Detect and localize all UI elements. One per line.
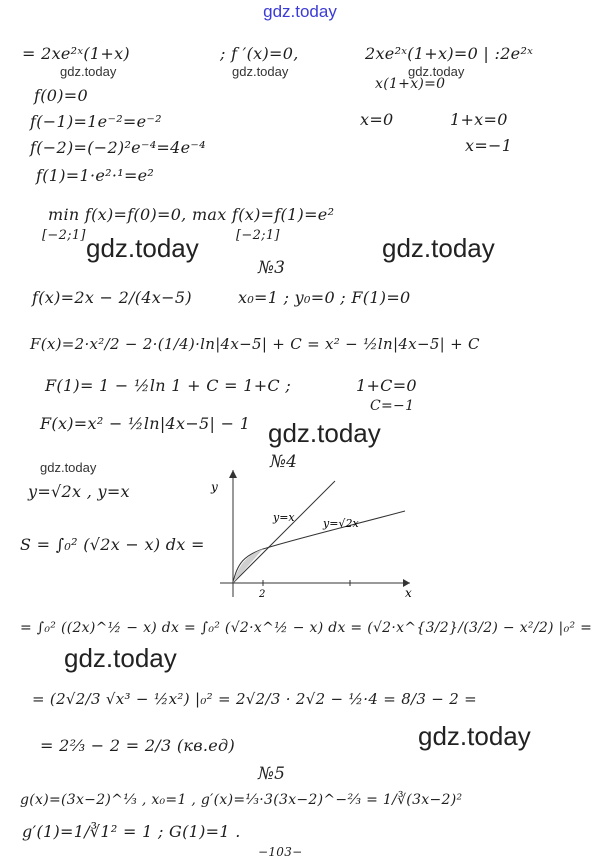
area-result: = 2⅔ − 2 = 2/3 (кв.ед) [40, 736, 235, 755]
line-label: y=x [273, 511, 295, 524]
factored-equation: x(1+x)=0 [375, 76, 446, 92]
x-axis-label: x [405, 586, 412, 600]
equation-divide: 2xe²ˣ(1+x)=0 | :2e²ˣ [365, 44, 534, 63]
curve-sqrt-2x [233, 511, 405, 583]
constant-value: C=−1 [370, 398, 415, 414]
y-axis-arrow [229, 470, 237, 478]
task-4-number: №4 [270, 452, 297, 472]
line-y-equals-x [233, 481, 335, 583]
antiderivative-at-one: F(1)= 1 − ½ln 1 + C = 1+C ; [45, 376, 292, 395]
watermark-large: gdz.today [418, 721, 531, 751]
watermark-small: gdz.today [60, 64, 117, 79]
watermark-small: gdz.today [40, 460, 97, 475]
f-zero: f(0)=0 [34, 86, 88, 105]
integral-expanded: = ∫₀² ((2x)^½ − x) dx = ∫₀² (√2·x^½ − x) dx = (√2·x^{3/2}/(3/2) − x²/2) |₀² = [20, 620, 593, 636]
task5-derivative-at-one: g′(1)=1/∛1² = 1 ; G(1)=1 . [22, 822, 241, 841]
f-one: f(1)=1·e²·¹=e² [36, 166, 155, 185]
interval-max: [−2;1] [236, 228, 280, 243]
y-axis-label: y [211, 480, 218, 494]
antiderivative-general: F(x)=2·x²/2 − 2·(1/4)·ln|4x−5| + C = x² − ½ln|4x−5| + C [30, 335, 480, 353]
derivative-line: = 2xe²ˣ(1+x) [22, 44, 130, 63]
task4-curves: y=√2x , y=x [28, 482, 130, 501]
interval-min: [−2;1] [42, 228, 86, 243]
site-header[interactable]: gdz.today [263, 2, 337, 21]
area-graph [205, 465, 420, 600]
task3-conditions: x₀=1 ; y₀=0 ; F(1)=0 [238, 288, 411, 307]
watermark-large: gdz.today [86, 233, 199, 263]
page-number: −103− [258, 845, 303, 859]
root-equation: 1+x=0 [450, 110, 508, 129]
constant-equation: 1+C=0 [356, 376, 417, 395]
root-minus-one: x=−1 [465, 136, 513, 155]
task5-function-derivative: g(x)=(3x−2)^⅓ , x₀=1 , g′(x)=⅓·3(3x−2)^−⅔ = 1/∛(3x−2)² [20, 792, 463, 808]
tick-label: 2 [259, 589, 266, 600]
watermark-large: gdz.today [268, 418, 381, 448]
task-5-number: №5 [258, 764, 285, 784]
task3-function: f(x)=2x − 2/(4x−5) [32, 288, 192, 307]
integral-evaluated: = (2√2/3 √x³ − ½x²) |₀² = 2√2/3 · 2√2 − ½·4 = 8/3 − 2 = [32, 690, 478, 708]
critical-condition: ; f ′(x)=0, [220, 44, 299, 63]
f-minus-two: f(−2)=(−2)²e⁻⁴=4e⁻⁴ [30, 138, 206, 157]
task-3-number: №3 [258, 258, 285, 278]
watermark-small: gdz.today [408, 64, 465, 79]
watermark-large: gdz.today [382, 233, 495, 263]
watermark-large: gdz.today [64, 643, 177, 673]
root-zero: x=0 [360, 110, 394, 129]
min-max-line: min f(x)=f(0)=0, max f(x)=f(1)=e² [48, 205, 335, 224]
curve-label: y=√2x [323, 517, 359, 530]
f-minus-one: f(−1)=1e⁻²=e⁻² [30, 112, 162, 131]
watermark-small: gdz.today [232, 64, 289, 79]
area-integral: S = ∫₀² (√2x − x) dx = [20, 535, 205, 554]
antiderivative-final: F(x)=x² − ½ln|4x−5| − 1 [40, 414, 251, 433]
